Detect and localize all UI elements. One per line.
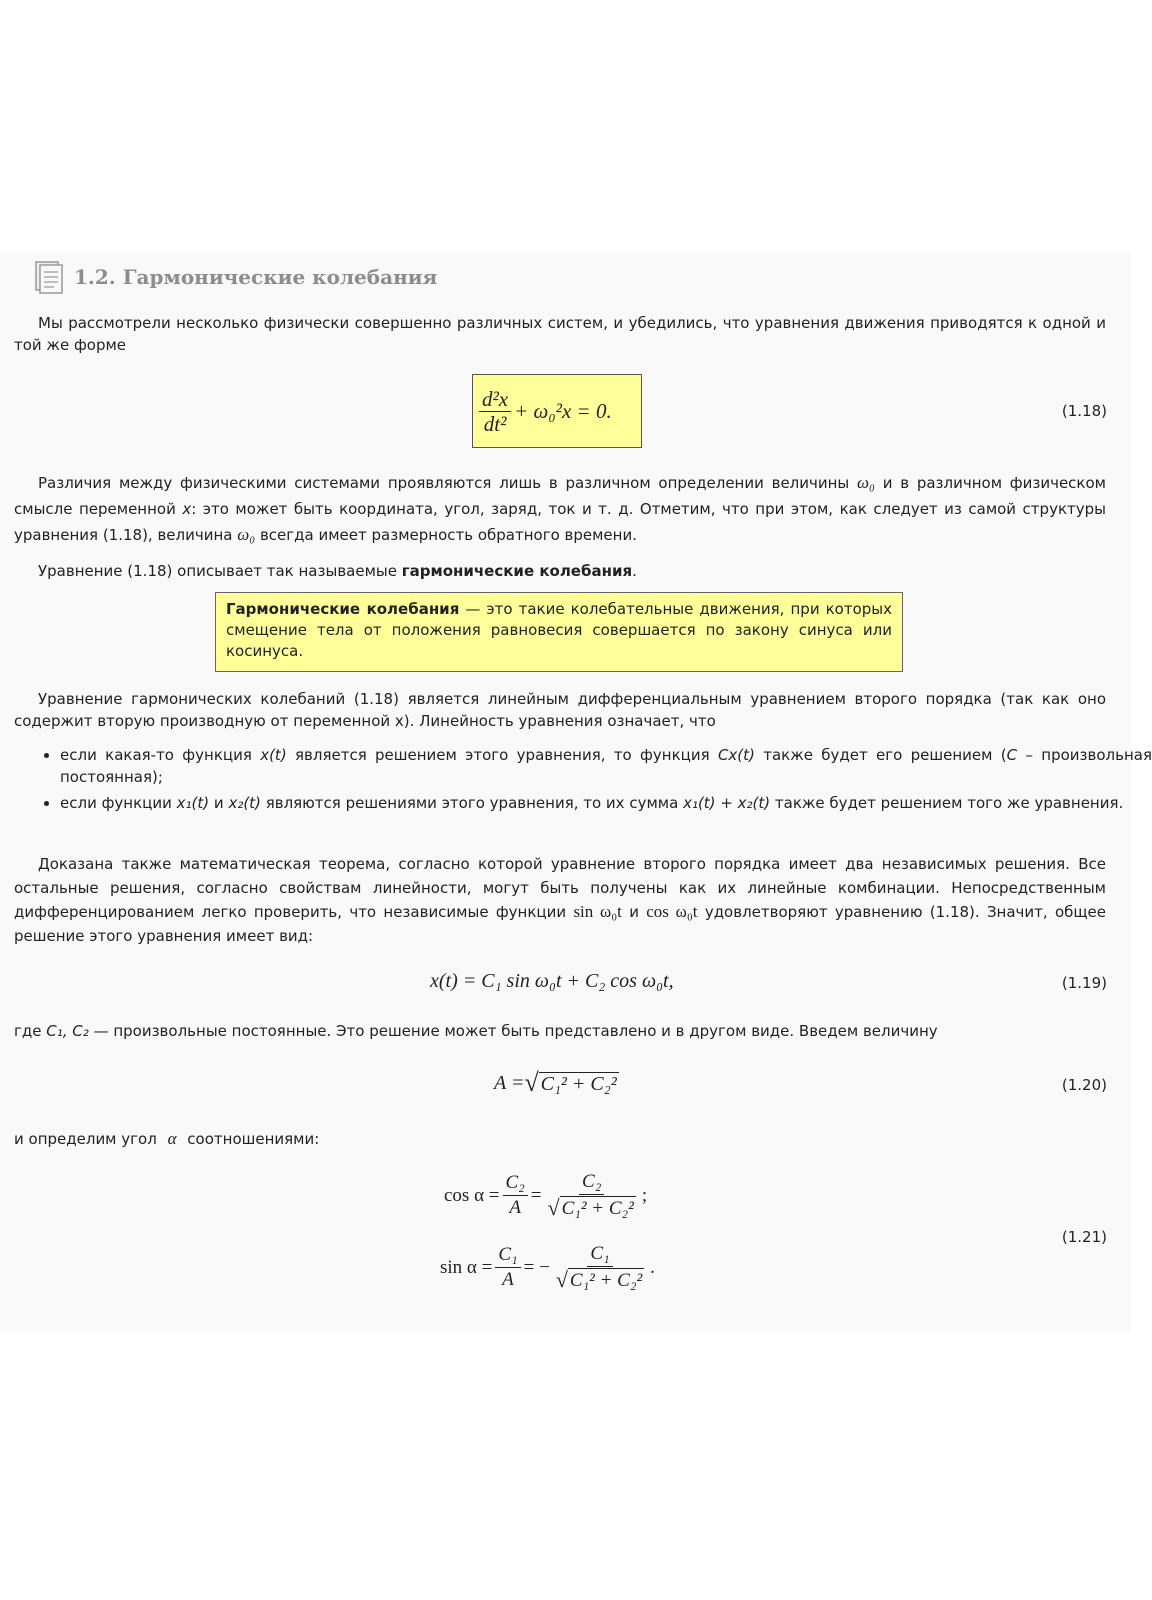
square-root <box>524 1070 618 1096</box>
text: — произвольные постоянные. Это решение может быть представлено и в другом виде. Введем величину <box>93 1022 938 1040</box>
fraction-numerator: C₁ <box>587 1242 612 1267</box>
variable-x: x <box>182 500 192 518</box>
formula: x₂(t) <box>228 794 261 812</box>
text: и в различном физическом смысле переменной <box>14 474 1106 518</box>
equals-sign: = <box>530 1184 542 1206</box>
omega-symbol: ω₀ <box>857 473 875 492</box>
radicand: C₁² + C₂² <box>561 1198 634 1219</box>
fraction <box>479 387 511 436</box>
text: если функции <box>60 794 172 812</box>
fraction-denominator: A <box>509 1197 521 1218</box>
paragraph-constants <box>14 1020 1106 1042</box>
text: и определим угол <box>14 1130 157 1148</box>
paragraph-angle <box>14 1128 1106 1150</box>
bold-term: гармонические колебания <box>401 562 633 580</box>
fraction-denominator: dt² <box>483 411 507 436</box>
alpha-symbol: α <box>167 1129 177 1148</box>
equation-1-21-row-sin <box>440 1242 655 1293</box>
text: всегда имеет размерность обратного времени. <box>259 526 637 544</box>
equation-1-21-row-cos <box>444 1170 647 1221</box>
equals-sign: = − <box>523 1256 550 1278</box>
equation-lhs: cos α = <box>444 1184 500 1206</box>
text: Различия между физическими системами проявляются лишь в различном определении величины <box>38 474 850 492</box>
text: является решением этого уравнения, то функция <box>295 746 710 764</box>
fraction-denominator <box>545 1195 639 1221</box>
equation-1-19: x(t) = C₁ sin ω₀t + C₂ cos ω₀t, <box>430 970 674 992</box>
text: и <box>213 794 224 812</box>
text: также будет решением того же уравнения. <box>774 794 1124 812</box>
list-item <box>60 792 1152 814</box>
fraction-denominator: A <box>502 1269 514 1290</box>
formula: x₁(t) <box>176 794 210 812</box>
radical-icon: √ <box>547 1195 560 1220</box>
fraction-numerator: d²x <box>479 387 511 412</box>
page <box>0 252 1152 1332</box>
definition-text <box>226 599 892 662</box>
paragraph-linear: Уравнение гармонических колебаний (1.18) является линейным дифференциальным уравнением второго порядка (так как оно содержит вторую производную от переменной x). Линейность уравнения означает, что <box>14 690 1106 730</box>
definition-body: — это такие колебательные движения, при которых смещение тела от положения равновесия совершается по закону синуса или косинуса. <box>226 600 892 660</box>
section-title: 1.2. Гармонические колебания <box>74 265 438 289</box>
text: являются решениями этого уравнения, то их сумма <box>265 794 679 812</box>
paragraph-harmonic <box>14 560 1106 582</box>
equation-1-18 <box>476 382 612 440</box>
equation-number: (1.20) <box>1061 1076 1107 1094</box>
list-item <box>60 744 1152 788</box>
equation-lhs: sin α = <box>440 1256 493 1278</box>
formula: cos ω₀t <box>646 902 698 921</box>
text: . <box>632 562 637 580</box>
text: и <box>629 903 639 921</box>
fraction-numerator: C₁ <box>495 1243 520 1268</box>
formula: x₁(t) + x₂(t) <box>683 794 771 812</box>
text: Уравнение (1.18) описывает так называемые <box>38 562 397 580</box>
punctuation: ; <box>641 1184 648 1206</box>
equation-1-20 <box>494 1070 619 1096</box>
linearity-list <box>14 744 1152 818</box>
equation-number: (1.19) <box>1061 974 1107 992</box>
equation-lhs: A = <box>494 1071 525 1094</box>
equation-number: (1.18) <box>1061 402 1107 420</box>
fraction-numerator: C₂ <box>579 1170 604 1195</box>
formula: C <box>1006 746 1018 764</box>
fraction <box>545 1170 639 1221</box>
formula: C₁, C₂ <box>46 1022 89 1040</box>
fraction <box>503 1171 528 1220</box>
definition-box <box>215 592 903 672</box>
text: также будет его решением ( <box>763 746 1007 764</box>
text: если какая-то функция <box>60 746 252 764</box>
paragraph-differences <box>14 470 1106 548</box>
document-icon <box>34 260 64 294</box>
omega-symbol: ω₀ <box>237 525 256 544</box>
formula: sin ω₀t <box>573 902 622 921</box>
text: удовлетворяют уравнению (1.18). Значит, общее решение этого уравнения имеет вид: <box>14 903 1106 945</box>
punctuation: . <box>650 1256 655 1278</box>
text: Доказана также математическая теорема, согласно которой уравнение второго порядка имеет два независимых решения. Все остальные решения, согласно свойствам линейности, могут быть получены как их линейные комбинации. Непосредственным дифференцированием легко проверить, что независимые функции <box>14 855 1106 921</box>
radical-icon: √ <box>524 1068 539 1097</box>
equation-rest: + ω₀²x = 0. <box>514 398 612 423</box>
paragraph-theorem <box>14 852 1106 948</box>
fraction-denominator <box>553 1267 647 1293</box>
radicand: C₁² + C₂² <box>569 1270 643 1291</box>
definition-term: Гармонические колебания <box>226 600 460 618</box>
formula: Cx(t) <box>717 746 755 764</box>
fraction <box>495 1243 520 1292</box>
fraction <box>553 1242 647 1293</box>
fraction-numerator: C₂ <box>503 1171 528 1196</box>
radical-icon: √ <box>555 1267 568 1292</box>
section-heading <box>34 260 437 294</box>
text: – произвольная постоянная); <box>60 746 1152 786</box>
radicand: C₁² + C₂² <box>540 1073 617 1095</box>
text: соотношениями: <box>187 1130 320 1148</box>
paragraph-intro: Мы рассмотрели несколько физически совершенно различных систем, и убедились, что уравнения движения приводятся к одной и той же форме <box>14 314 1106 354</box>
equation-number: (1.21) <box>1061 1228 1107 1246</box>
text: : это может быть координата, угол, заряд, ток и т. д. Отметим, что при этом, как следует из самой структуры уравнения (1.18), величина <box>14 500 1106 544</box>
formula: x(t) <box>260 746 287 764</box>
text: где <box>14 1022 42 1040</box>
